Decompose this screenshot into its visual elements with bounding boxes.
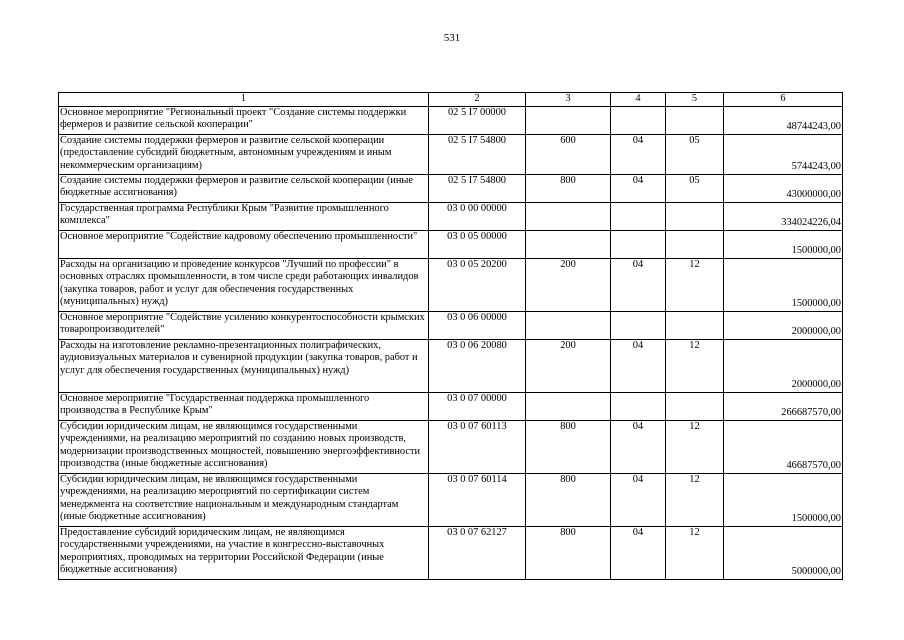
row-code: 03 0 06 20080 xyxy=(429,339,526,392)
row-subsection xyxy=(666,392,724,420)
column-header: 4 xyxy=(611,93,666,107)
row-code: 03 0 06 00000 xyxy=(429,311,526,339)
row-expense-type xyxy=(526,392,611,420)
table-row xyxy=(59,392,843,420)
row-amount: 5744243,00 xyxy=(724,134,843,174)
row-expense-type: 800 xyxy=(526,473,611,526)
row-subsection: 12 xyxy=(666,420,724,473)
row-description: Основное мероприятие "Региональный проект "Создание системы поддержки фермеров и развитие сельской кооперации" xyxy=(59,106,429,134)
table-row xyxy=(59,526,843,579)
row-section: 04 xyxy=(611,258,666,311)
table-row xyxy=(59,311,843,339)
column-header: 5 xyxy=(666,93,724,107)
row-section xyxy=(611,392,666,420)
column-header: 6 xyxy=(724,93,843,107)
table-row xyxy=(59,230,843,258)
row-code: 02 5 I7 54800 xyxy=(429,174,526,202)
column-header: 2 xyxy=(429,93,526,107)
row-section xyxy=(611,311,666,339)
row-expense-type xyxy=(526,311,611,339)
row-expense-type: 200 xyxy=(526,258,611,311)
row-amount: 1500000,00 xyxy=(724,258,843,311)
row-section: 04 xyxy=(611,420,666,473)
row-section: 04 xyxy=(611,339,666,392)
row-description: Расходы на организацию и проведение конкурсов "Лучший по профессии" в основных отраслях промышленности, в том числе среди работающих инвалидов (закупка товаров, работ и услуг для обеспечения государственных (муниципальных) нужд) xyxy=(59,258,429,311)
row-description: Основное мероприятие "Государственная поддержка промышленного производства в Республике Крым" xyxy=(59,392,429,420)
table-header-row xyxy=(59,93,843,107)
row-subsection: 12 xyxy=(666,526,724,579)
row-code: 03 0 00 00000 xyxy=(429,202,526,230)
row-amount: 48744243,00 xyxy=(724,106,843,134)
page-number: 531 xyxy=(443,32,461,44)
row-subsection: 05 xyxy=(666,134,724,174)
row-section xyxy=(611,230,666,258)
table-row xyxy=(59,258,843,311)
row-amount: 266687570,00 xyxy=(724,392,843,420)
row-expense-type xyxy=(526,230,611,258)
row-amount: 5000000,00 xyxy=(724,526,843,579)
row-code: 03 0 07 00000 xyxy=(429,392,526,420)
row-subsection: 12 xyxy=(666,473,724,526)
table-row xyxy=(59,134,843,174)
row-section xyxy=(611,202,666,230)
row-subsection: 05 xyxy=(666,174,724,202)
row-description: Государственная программа Республики Крым "Развитие промышленного комплекса" xyxy=(59,202,429,230)
table-row xyxy=(59,202,843,230)
column-header: 3 xyxy=(526,93,611,107)
row-expense-type xyxy=(526,202,611,230)
table-row xyxy=(59,339,843,392)
row-subsection xyxy=(666,106,724,134)
row-subsection xyxy=(666,311,724,339)
row-amount: 2000000,00 xyxy=(724,339,843,392)
row-subsection: 12 xyxy=(666,339,724,392)
row-amount: 43000000,00 xyxy=(724,174,843,202)
row-description: Основное мероприятие "Содействие усилению конкурентоспособности крымских товаропроизводителей" xyxy=(59,311,429,339)
row-section: 04 xyxy=(611,526,666,579)
row-section xyxy=(611,106,666,134)
row-expense-type: 600 xyxy=(526,134,611,174)
row-subsection xyxy=(666,230,724,258)
row-description: Расходы на изготовление рекламно-презентационных полиграфических, аудиовизуальных материалов и сувенирной продукции (закупка товаров, работ и услуг для обеспечения государственных (муниципальных) нужд) xyxy=(59,339,429,392)
row-code: 03 0 07 60114 xyxy=(429,473,526,526)
row-expense-type: 200 xyxy=(526,339,611,392)
column-header: 1 xyxy=(59,93,429,107)
row-description: Создание системы поддержки фермеров и развитие сельской кооперации (предоставление субсидий бюджетным, автономным учреждениям и иным некоммерческим организациям) xyxy=(59,134,429,174)
table-row xyxy=(59,106,843,134)
row-code: 03 0 05 20200 xyxy=(429,258,526,311)
row-expense-type: 800 xyxy=(526,526,611,579)
row-description: Создание системы поддержки фермеров и развитие сельской кооперации (иные бюджетные ассигнования) xyxy=(59,174,429,202)
row-section: 04 xyxy=(611,174,666,202)
row-code: 03 0 05 00000 xyxy=(429,230,526,258)
row-amount: 334024226,04 xyxy=(724,202,843,230)
row-amount: 1500000,00 xyxy=(724,473,843,526)
row-code: 03 0 07 62127 xyxy=(429,526,526,579)
row-amount: 2000000,00 xyxy=(724,311,843,339)
budget-table xyxy=(58,92,843,580)
row-subsection: 12 xyxy=(666,258,724,311)
row-section: 04 xyxy=(611,134,666,174)
row-expense-type xyxy=(526,106,611,134)
row-amount: 1500000,00 xyxy=(724,230,843,258)
row-code: 02 5 I7 00000 xyxy=(429,106,526,134)
row-code: 03 0 07 60113 xyxy=(429,420,526,473)
row-expense-type: 800 xyxy=(526,420,611,473)
row-expense-type: 800 xyxy=(526,174,611,202)
row-code: 02 5 I7 54800 xyxy=(429,134,526,174)
row-description: Субсидии юридическим лицам, не являющимся государственными учреждениями, на реализацию мероприятий по созданию новых производств, модернизации производственных мощностей, повышению энергоэффективности производства (иные бюджетные ассигнования) xyxy=(59,420,429,473)
table-row xyxy=(59,473,843,526)
row-section: 04 xyxy=(611,473,666,526)
row-subsection xyxy=(666,202,724,230)
row-description: Субсидии юридическим лицам, не являющимся государственными учреждениями, на реализацию мероприятий по сертификации систем менеджмента на соответствие национальным и международным стандартам (иные бюджетные ассигнования) xyxy=(59,473,429,526)
table-row xyxy=(59,420,843,473)
row-amount: 46687570,00 xyxy=(724,420,843,473)
table-row xyxy=(59,174,843,202)
row-description: Предоставление субсидий юридическим лицам, не являющимся государственными учреждениями, на участие в конгрессно-выставочных мероприятиях, проводимых на территории Российской Федерации (иные бюджетные ассигнования) xyxy=(59,526,429,579)
row-description: Основное мероприятие "Содействие кадровому обеспечению промышленности" xyxy=(59,230,429,258)
